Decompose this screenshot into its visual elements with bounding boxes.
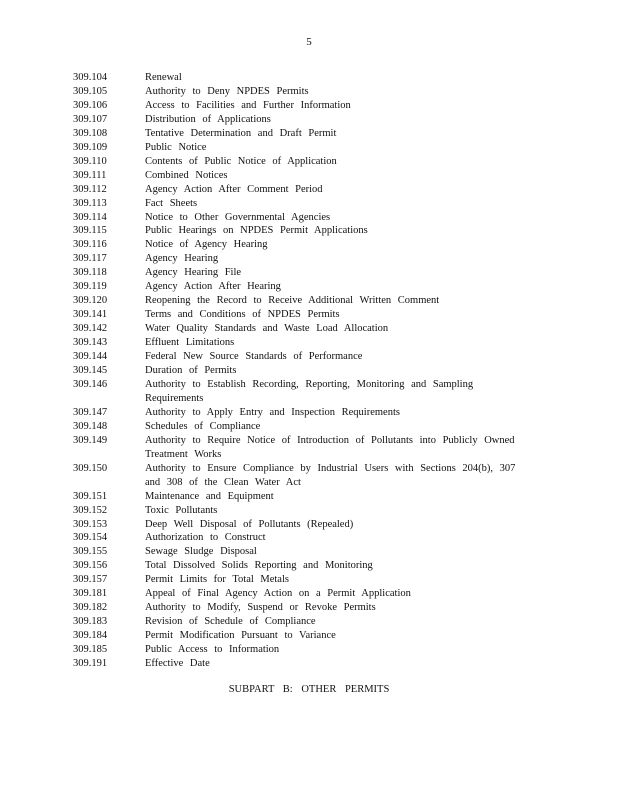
section-number: 309.105	[73, 85, 108, 97]
section-title: Permit Modification Pursuant to Variance	[145, 630, 336, 642]
section-number: 309.142	[73, 323, 108, 335]
section-title: Revision of Schedule of Compliance	[145, 616, 316, 628]
toc-entry	[0, 266, 618, 280]
toc-entry	[0, 406, 618, 420]
section-number: 309.146	[73, 378, 108, 390]
section-number: 309.185	[73, 644, 108, 656]
toc-entry	[0, 294, 618, 308]
section-title: Terms and Conditions of NPDES Permits	[145, 309, 340, 321]
toc-entry	[0, 322, 618, 336]
section-title: Renewal	[145, 72, 182, 83]
toc-entry	[0, 71, 618, 85]
section-title: Permit Limits for Total Metals	[145, 574, 289, 586]
section-number: 309.143	[73, 337, 108, 349]
section-number: 309.111	[73, 169, 107, 181]
section-title: Federal New Source Standards of Performance	[145, 351, 363, 363]
toc-entry	[0, 211, 618, 225]
toc-entry	[0, 573, 618, 587]
section-title: Agency Action After Hearing	[145, 281, 281, 293]
section-number: 309.156	[73, 560, 108, 572]
section-title: Effluent Limitations	[145, 337, 235, 349]
toc-entry	[0, 364, 618, 378]
toc-entry	[0, 559, 618, 573]
section-title: Notice of Agency Hearing	[145, 239, 268, 251]
section-title: Sewage Sludge Disposal	[145, 546, 257, 558]
section-title: Maintenance and Equipment	[145, 490, 274, 502]
section-title: Authority to Establish Recording, Reporting, Monitoring and Sampling Requirements	[145, 378, 474, 404]
section-number: 309.115	[73, 225, 107, 237]
section-number: 309.182	[73, 602, 108, 614]
section-title: Notice to Other Governmental Agencies	[145, 211, 331, 223]
section-number: 309.148	[73, 420, 108, 432]
toc-entry	[0, 85, 618, 99]
section-number: 309.116	[73, 239, 107, 251]
section-number: 309.155	[73, 546, 108, 558]
section-number: 309.107	[73, 113, 108, 125]
section-number: 309.153	[73, 518, 108, 530]
section-number: 309.181	[73, 588, 108, 600]
section-title: Access to Facilities and Further Information	[145, 99, 351, 111]
section-number: 309.110	[73, 155, 107, 167]
section-number: 309.113	[73, 197, 107, 209]
section-number: 309.106	[73, 99, 108, 111]
section-title: Water Quality Standards and Waste Load Allocation	[145, 323, 389, 335]
toc-entry	[0, 113, 618, 127]
subpart-heading: SUBPART B: OTHER PERMITS	[228, 684, 390, 695]
toc-entry	[0, 238, 618, 252]
toc-entry	[0, 155, 618, 169]
toc-entry	[0, 657, 618, 671]
section-title: Authority to Modify, Suspend or Revoke Permits	[145, 602, 376, 614]
section-title: Public Hearings on NPDES Permit Applications	[145, 225, 368, 237]
section-title: Authority to Deny NPDES Permits	[145, 85, 309, 97]
toc-entry	[0, 197, 618, 211]
section-title: Toxic Pollutants	[145, 504, 218, 516]
toc-entry	[0, 587, 618, 601]
toc-entry	[0, 127, 618, 141]
section-number: 309.120	[73, 295, 108, 307]
toc-entry	[0, 434, 618, 462]
toc-entry	[0, 629, 618, 643]
section-title: Duration of Permits	[145, 365, 237, 377]
section-title: Authorization to Construct	[145, 532, 266, 544]
section-title: Fact Sheets	[145, 197, 198, 209]
section-title: Combined Notices	[145, 169, 228, 181]
section-title: Authority to Require Notice of Introduction of Pollutants into Publicly Owned Treatment Works	[145, 434, 515, 460]
section-title: Effective Date	[145, 658, 210, 670]
section-number: 309.150	[73, 462, 108, 474]
toc-entry	[0, 378, 618, 406]
section-title: Public Notice	[145, 141, 207, 153]
section-title: Agency Hearing	[145, 253, 219, 265]
section-number: 309.144	[73, 351, 108, 363]
toc-entry	[0, 420, 618, 434]
section-number: 309.191	[73, 658, 108, 670]
section-title: Distribution of Applications	[145, 113, 271, 125]
section-title: Total Dissolved Solids Reporting and Monitoring	[145, 560, 373, 572]
section-number: 309.114	[73, 211, 107, 223]
section-number: 309.147	[73, 406, 108, 418]
section-number: 309.108	[73, 127, 108, 139]
section-title: Tentative Determination and Draft Permit	[145, 127, 337, 139]
toc-entry	[0, 518, 618, 532]
section-number: 309.157	[73, 574, 108, 586]
toc-entry	[0, 462, 618, 490]
toc-entry	[0, 350, 618, 364]
section-number: 309.183	[73, 616, 108, 628]
section-number: 309.109	[73, 141, 108, 153]
section-title: Deep Well Disposal of Pollutants (Repealed)	[145, 518, 354, 530]
section-title: Reopening the Record to Receive Additional Written Comment	[145, 295, 440, 307]
toc-entry	[0, 336, 618, 350]
section-number: 309.112	[73, 183, 107, 195]
section-number: 309.151	[73, 490, 108, 502]
toc-entry	[0, 545, 618, 559]
toc-entry	[0, 308, 618, 322]
section-number: 309.119	[73, 281, 107, 293]
toc-entry	[0, 280, 618, 294]
section-number: 309.152	[73, 504, 108, 516]
section-title: Authority to Apply Entry and Inspection Requirements	[145, 406, 400, 418]
toc-entry	[0, 141, 618, 155]
section-title: Schedules of Compliance	[145, 420, 261, 432]
section-title: Public Access to Information	[145, 644, 280, 656]
section-title: Agency Hearing File	[145, 267, 242, 279]
toc-entry	[0, 531, 618, 545]
toc-entry	[0, 601, 618, 615]
page-number: 5	[306, 36, 312, 48]
section-title: Appeal of Final Agency Action on a Permit Application	[145, 588, 411, 600]
table-of-contents	[0, 71, 618, 671]
section-number: 309.104	[73, 72, 108, 83]
section-number: 309.145	[73, 365, 108, 377]
section-number: 309.117	[73, 253, 107, 265]
section-title: Agency Action After Comment Period	[145, 183, 323, 195]
section-number: 309.141	[73, 309, 108, 321]
toc-entry	[0, 183, 618, 197]
section-number: 309.149	[73, 434, 108, 446]
toc-entry	[0, 224, 618, 238]
section-title: Contents of Public Notice of Application	[145, 155, 337, 167]
toc-entry	[0, 504, 618, 518]
toc-entry	[0, 490, 618, 504]
toc-entry	[0, 252, 618, 266]
section-number: 309.184	[73, 630, 108, 642]
toc-entry	[0, 169, 618, 183]
section-number: 309.118	[73, 267, 107, 279]
toc-entry	[0, 643, 618, 657]
section-title: Authority to Ensure Compliance by Industrial Users with Sections 204(b), 307 and 308 of the Clean Water Act	[145, 462, 516, 488]
section-number: 309.154	[73, 532, 108, 544]
toc-entry	[0, 615, 618, 629]
toc-entry	[0, 99, 618, 113]
